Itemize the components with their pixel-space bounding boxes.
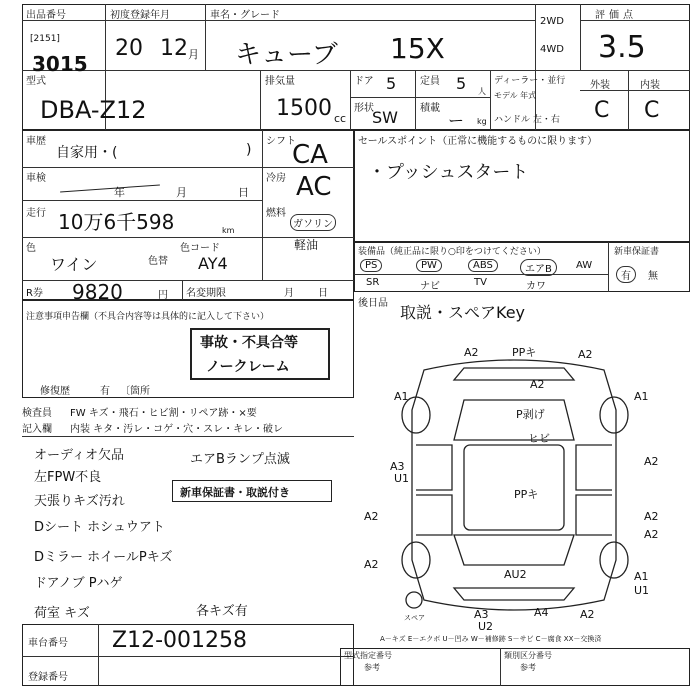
shape-value: SW xyxy=(372,108,398,127)
car-damage-diagram xyxy=(354,330,690,650)
mark-18: A1 xyxy=(634,570,649,583)
score-value: 3.5 xyxy=(598,30,646,65)
warranty-label: 新車保証書 xyxy=(614,247,660,257)
mark-16: AU2 xyxy=(504,568,527,581)
inspector-row-1: FW キズ・飛石・ヒビ割・リペア跡・×要 xyxy=(70,408,257,419)
shift-value: CA xyxy=(292,140,328,170)
int-label: 内装 xyxy=(640,80,660,91)
note-line-8: 荷室 キズ xyxy=(34,606,90,621)
car-name: キューブ xyxy=(235,40,338,70)
recycle-value: 9820 xyxy=(72,280,123,304)
drive-2wd: 2WD xyxy=(540,16,564,27)
chassis-value: Z12-001258 xyxy=(112,628,247,653)
history-close: ) xyxy=(246,142,252,158)
chassis-label: 車台番号 xyxy=(28,638,68,649)
inspection-day: 日 xyxy=(238,186,249,199)
capacity-label: 定員 xyxy=(420,76,440,87)
cert-label: 型式指定番号 xyxy=(344,651,392,660)
warranty-yes: 有 xyxy=(616,266,636,283)
drive-4wd: 4WD xyxy=(540,44,564,55)
mark-8: ヒビ xyxy=(528,432,550,445)
mark-23: U2 xyxy=(478,620,494,633)
mileage-label: 走行 xyxy=(26,208,46,219)
name-grade-label: 車名・グレード xyxy=(210,10,280,21)
note-line-3: 左FPW不良 xyxy=(34,470,102,485)
sales-text: ・プッシュスタート xyxy=(368,162,529,183)
name-change-label: 名変期限 xyxy=(186,288,226,299)
color-code-value: AY4 xyxy=(198,254,228,273)
notes-label: 注意事項申告欄（不具合内容等は具体的に記入して下さい） xyxy=(26,312,270,322)
ext-label: 外装 xyxy=(590,80,610,91)
recycle-label: R券 xyxy=(26,288,43,299)
mark-2: PPキ xyxy=(512,346,537,359)
mark-15: A2 xyxy=(644,528,659,541)
int-grade: C xyxy=(644,98,660,123)
equip-abs: ABS xyxy=(468,259,498,272)
equip-airbag: エアB xyxy=(520,259,557,276)
fuel-label: 燃料 xyxy=(266,208,286,219)
mark-3: A2 xyxy=(578,348,593,361)
car-grade: 15X xyxy=(390,32,445,65)
fuel-gas: ガソリン xyxy=(290,214,336,231)
equip-ps: PS xyxy=(360,259,382,272)
load-label: 積載 xyxy=(420,103,440,114)
shift-label: シフト xyxy=(266,136,296,147)
lot-code: [2151] xyxy=(30,34,60,44)
mark-10: A3 xyxy=(390,460,405,473)
spare-label: スペア xyxy=(404,614,425,622)
repair-value: 有 xyxy=(100,386,110,397)
history-label: 車歴 xyxy=(26,136,46,147)
mark-13: A2 xyxy=(364,510,379,523)
noclaim-line1: 事故・不具合等 xyxy=(200,335,298,351)
dealer-label: ディーラー・並行 xyxy=(494,76,566,86)
mark-20: A4 xyxy=(534,606,549,619)
inspector-label-1: 検査員 xyxy=(22,408,52,419)
equip-kawa: カワ xyxy=(526,281,546,292)
history-value: 自家用・( xyxy=(56,145,118,161)
mark-4: A1 xyxy=(394,390,409,403)
ext-grade: C xyxy=(594,98,610,123)
first-reg-unit: 月 xyxy=(188,48,199,61)
lot-number: 3015 xyxy=(32,52,88,76)
color-code-label: 色コード xyxy=(180,243,220,254)
note-line-2: エアBランプ点滅 xyxy=(190,452,290,467)
equipment-label: 装備品（純正品に限り○印をつけてください） xyxy=(358,247,546,257)
note-line-6: Dミラー ホイールPキズ xyxy=(34,550,173,565)
inspection-month: 月 xyxy=(176,186,187,199)
repair-place: 〔箇所 xyxy=(120,386,150,397)
mark-22: A2 xyxy=(580,608,595,621)
equip-aw: AW xyxy=(576,260,593,271)
displacement-value: 1500 xyxy=(276,96,332,121)
note-line-7: ドアノブ Pハゲ xyxy=(34,576,123,591)
displacement-unit: cc xyxy=(334,112,347,125)
note-line-4: 天張りキズ汚れ xyxy=(34,494,125,509)
ac-value: AC xyxy=(296,172,332,202)
diagram-legend: A－キズ E－エクボ U－凹み W－補修跡 S－サビ C－腐食 XX－交換済 xyxy=(380,635,602,643)
inspection-year: 年 xyxy=(114,186,125,199)
reg-label: 登録番号 xyxy=(28,672,68,683)
mark-17: A2 xyxy=(364,558,379,571)
capacity-unit: 人 xyxy=(478,87,486,96)
note-line-5: Dシート ホシュウアト xyxy=(34,520,165,535)
equip-tv: TV xyxy=(474,277,487,288)
equip-pw: PW xyxy=(416,259,442,272)
mileage-unit: km xyxy=(222,226,235,235)
displacement-label: 排気量 xyxy=(265,76,295,87)
category-ref: 参考 xyxy=(520,663,536,672)
category-label: 類別区分番号 xyxy=(504,651,552,660)
mark-19: A3 xyxy=(474,608,489,621)
mark-14: A2 xyxy=(644,510,659,523)
model-label: 型式 xyxy=(26,76,46,87)
warranty-stamp-text: 新車保証書・取説付き xyxy=(180,486,290,499)
color-label: 色 xyxy=(26,243,36,254)
lot-label: 出品番号 xyxy=(26,10,66,21)
color-value: ワイン xyxy=(50,255,98,274)
door-value: 5 xyxy=(386,74,397,93)
mark-12: PPキ xyxy=(514,488,539,501)
after-label: 後日品 xyxy=(358,298,388,309)
fuel-diesel: 軽油 xyxy=(294,238,319,252)
note-line-9: 各キズ有 xyxy=(196,604,248,619)
warranty-no: 無 xyxy=(648,271,658,282)
first-reg-label: 初度登録年月 xyxy=(110,10,170,21)
load-value: ー xyxy=(448,111,465,130)
inspector-label-2: 記入欄 xyxy=(22,424,52,435)
equip-navi: ナビ xyxy=(420,281,440,292)
name-change-month: 月 xyxy=(284,288,294,299)
first-reg-month: 12 xyxy=(160,36,188,61)
inspector-row-2: 内装 キタ・汚レ・コゲ・穴・スレ・キレ・破レ xyxy=(70,424,283,435)
mark-21: U1 xyxy=(634,584,650,597)
after-text: 取説・スペアKey xyxy=(400,303,526,322)
ac-label: 冷房 xyxy=(266,173,286,184)
model-value: DBA-Z12 xyxy=(40,96,147,124)
noclaim-line2: ノークレーム xyxy=(206,359,290,375)
inspection-label: 車検 xyxy=(26,173,46,184)
load-unit: kg xyxy=(477,117,487,126)
mileage-value: 10万6千598 xyxy=(58,210,175,234)
mark-1: A2 xyxy=(464,346,479,359)
cert-ref: 参考 xyxy=(364,663,380,672)
model-year-label: モデル 年式 xyxy=(494,91,537,100)
capacity-value: 5 xyxy=(456,74,467,93)
sales-label: セールスポイント（正常に機能するものに限ります） xyxy=(358,136,598,147)
shape-label: 形状 xyxy=(354,103,374,114)
mark-6: P剥げ xyxy=(516,408,545,421)
door-label: ドア xyxy=(354,76,374,87)
name-change-day: 日 xyxy=(318,288,328,299)
repaint-label: 色替 xyxy=(148,256,168,267)
repair-label: 修復歴 xyxy=(40,386,70,397)
mark-5: A2 xyxy=(530,378,545,391)
recycle-unit: 円 xyxy=(158,290,168,301)
mark-11: U1 xyxy=(394,472,410,485)
mark-7: A1 xyxy=(634,390,649,403)
handle-label: ハンドル 左・右 xyxy=(494,115,560,125)
score-label: 評価点 xyxy=(595,10,637,21)
first-reg-year: 20 xyxy=(115,36,143,61)
mark-9: A2 xyxy=(644,455,659,468)
equip-sr: SR xyxy=(366,277,380,288)
note-line-1: オーディオ欠品 xyxy=(34,448,124,463)
